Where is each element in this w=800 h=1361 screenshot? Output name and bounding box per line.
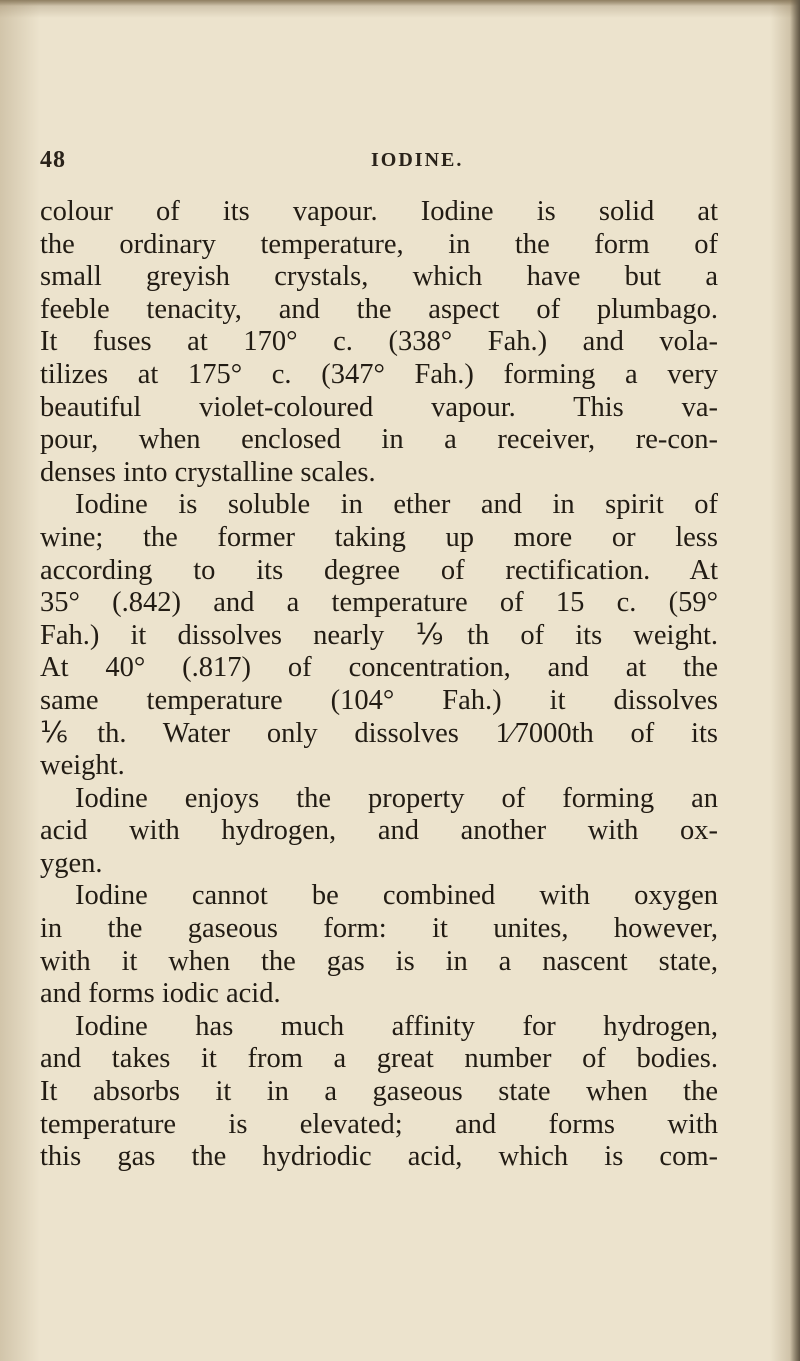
text-line: 35° (.842) and a temperature of 15 c. (59°: [40, 587, 718, 619]
text-line: beautiful violet-coloured vapour. This va-: [40, 391, 718, 423]
text-line: Iodine enjoys the property of forming an: [75, 782, 718, 814]
text-line: It absorbs it in a gaseous state when the: [40, 1076, 718, 1108]
text-line: in the gaseous form: it unites, however,: [40, 913, 718, 945]
text-line: small greyish crystals, which have but a: [40, 261, 718, 293]
text-line: wine; the former taking up more or less: [40, 521, 718, 553]
text-line: according to its degree of rectification. At: [40, 554, 718, 586]
text-line: colour of its vapour. Iodine is solid at: [40, 196, 718, 227]
text-line: ygen.: [40, 847, 103, 879]
text-line: tilizes at 175° c. (347° Fah.) forming a very: [40, 358, 718, 390]
text-line: denses into crystalline scales.: [40, 456, 376, 488]
text-line: temperature is elevated; and forms with: [40, 1108, 718, 1140]
text-line: and takes it from a great number of bodies.: [40, 1043, 718, 1075]
text-line: weight.: [40, 750, 125, 782]
page-binding-shadow: [790, 0, 800, 1361]
text-line: Iodine is soluble in ether and in spirit of: [75, 489, 718, 521]
text-line: same temperature (104° Fah.) it dissolves: [40, 684, 718, 716]
body-text: [40, 196, 718, 1174]
page-number: 48: [40, 147, 66, 173]
text-line: feeble tenacity, and the aspect of plumbago.: [40, 293, 718, 325]
text-line: ⅙th. Water only dissolves 1⁄7000th of its: [40, 717, 718, 749]
text-line: this gas the hydriodic acid, which is com-: [40, 1141, 718, 1173]
page-top-shadow: [0, 0, 800, 6]
text-line: and forms iodic acid.: [40, 978, 281, 1010]
running-head: [40, 147, 464, 173]
text-line: Iodine has much affinity for hydrogen,: [75, 1010, 718, 1042]
text-line: Fah.) it dissolves nearly ⅑th of its weight.: [40, 619, 718, 651]
text-line: Iodine cannot be combined with oxygen: [75, 880, 718, 912]
text-line: It fuses at 170° c. (338° Fah.) and vola-: [40, 326, 718, 358]
text-line: the ordinary temperature, in the form of: [40, 228, 718, 260]
text-line: with it when the gas is in a nascent state,: [40, 945, 718, 977]
text-line: At 40° (.817) of concentration, and at the: [40, 652, 718, 684]
text-line: pour, when enclosed in a receiver, re-con-: [40, 424, 718, 456]
text-line: acid with hydrogen, and another with ox-: [40, 815, 718, 847]
running-title: IODINE.: [371, 149, 464, 171]
